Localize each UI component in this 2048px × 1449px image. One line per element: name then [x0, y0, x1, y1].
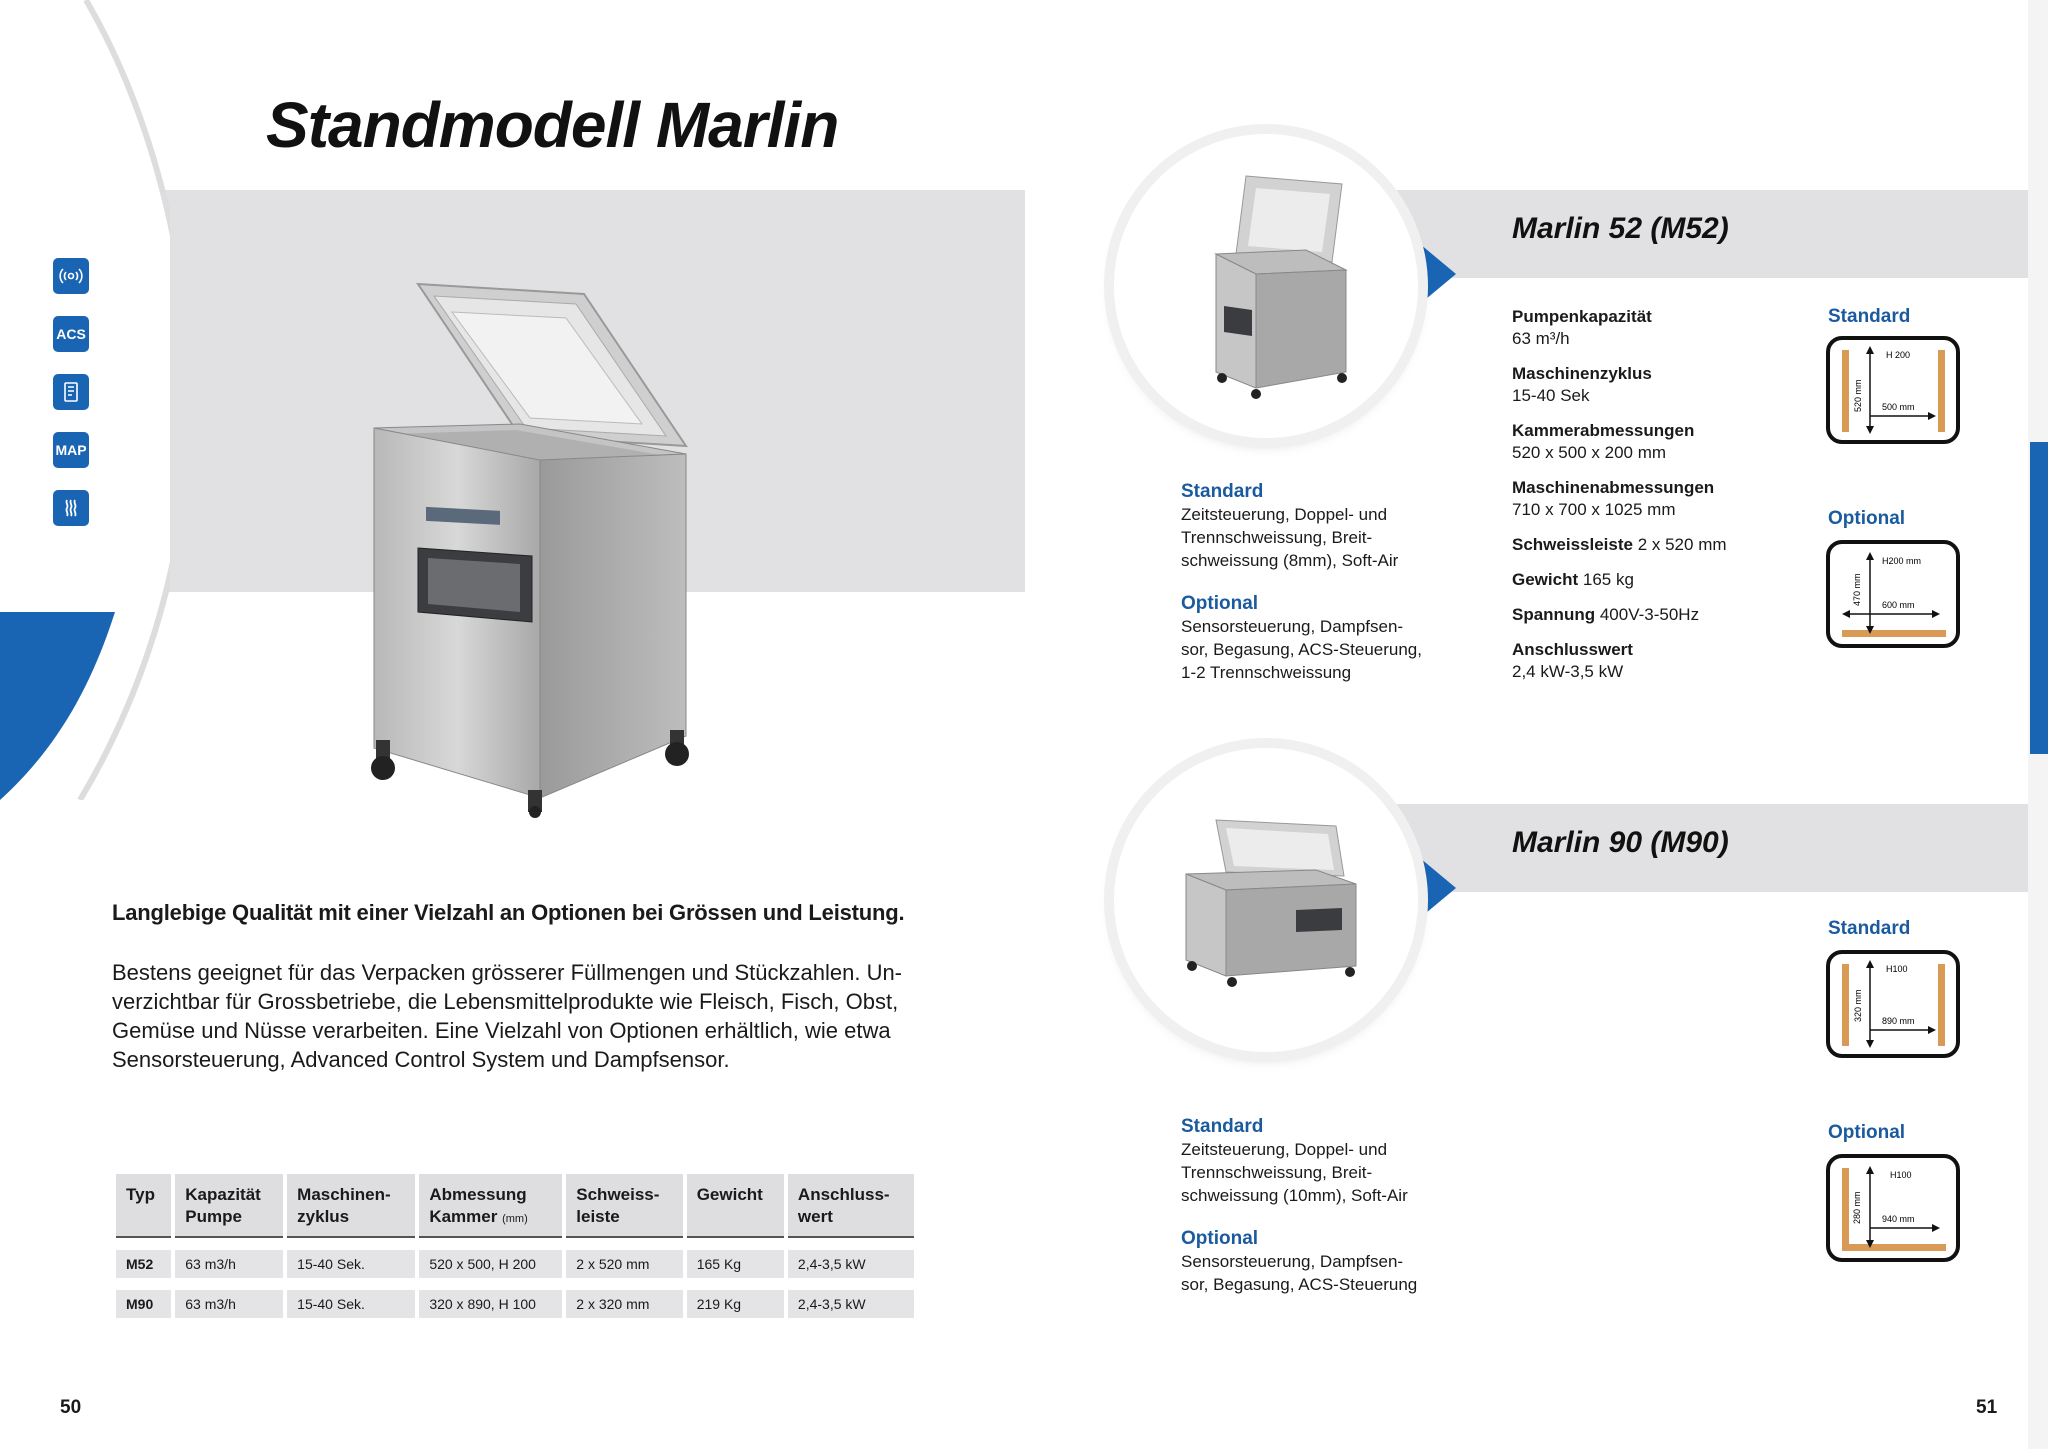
table-cell: 165 Kg — [687, 1250, 784, 1278]
svg-text:H 200: H 200 — [1886, 350, 1911, 360]
table-cell: 2 x 320 mm — [566, 1290, 682, 1318]
model-title-m90: Marlin 90 (M90) — [1512, 826, 1729, 859]
optional-heading: Optional — [1181, 1228, 1259, 1249]
vacuum-machine-image — [370, 278, 700, 818]
svg-text:890 mm: 890 mm — [1882, 1016, 1915, 1026]
table-cell: M52 — [116, 1250, 171, 1278]
m90-optional-diagram-heading: Optional — [1828, 1122, 1906, 1143]
spec-spannung: Spannung 400V-3-50Hz — [1512, 605, 1700, 624]
col-anschlusswert: Anschluss- wert — [788, 1174, 914, 1238]
description-paragraph — [112, 958, 912, 1074]
spec-kammerabmessungen: Kammerabmessungen 520 x 500 x 200 mm — [1512, 421, 1695, 462]
m52-optional-diagram-heading: Optional — [1828, 508, 1906, 529]
table-cell: 2,4-3,5 kW — [788, 1290, 914, 1318]
steam-icon — [53, 490, 89, 526]
m90-standard-diagram-heading: Standard — [1828, 918, 1911, 939]
model-title-m52: Marlin 52 (M52) — [1512, 212, 1729, 245]
arrow-icon — [1420, 244, 1456, 304]
m52-specs — [1512, 306, 1792, 696]
table-cell: 15-40 Sek. — [287, 1250, 415, 1278]
standard-features: Zeitsteuerung, Doppel- und Trennschweissung, Breit- schweissung (10mm), Soft-Air — [1181, 1140, 1408, 1205]
spec-maschinenabmessungen: Maschinenabmessungen 710 x 700 x 1025 mm — [1512, 478, 1715, 519]
svg-text:520 mm: 520 mm — [1853, 379, 1863, 412]
table-cell: 2,4-3,5 kW — [788, 1250, 914, 1278]
arrow-icon — [1420, 858, 1456, 918]
page-number-right: 51 — [1976, 1397, 1998, 1418]
spec-maschinenzyklus: Maschinenzyklus 15-40 Sek — [1512, 364, 1652, 405]
rfid-icon — [53, 258, 89, 294]
optional-features: Sensorsteuerung, Dampfsen- sor, Begasung, ACS-Steuerung — [1181, 1252, 1418, 1294]
m52-optional-chamber-diagram — [1826, 540, 1960, 648]
m90-features — [1181, 1115, 1441, 1316]
page-number-left: 50 — [60, 1397, 82, 1418]
m52-features — [1181, 480, 1441, 704]
spec-pumpenkapazitaet: Pumpenkapazität 63 m³/h — [1512, 307, 1652, 348]
svg-text:940 mm: 940 mm — [1882, 1214, 1915, 1224]
table-cell: M90 — [116, 1290, 171, 1318]
svg-text:H100: H100 — [1890, 1170, 1912, 1180]
svg-text:600 mm: 600 mm — [1882, 600, 1915, 610]
svg-text:320 mm: 320 mm — [1853, 989, 1863, 1022]
description-line: Bestens geeignet für das Verpacken grösserer Füllmengen und Stückzahlen. Un- — [112, 960, 903, 985]
table-cell: 219 Kg — [687, 1290, 784, 1318]
col-kapazitaet: Kapazität Pumpe — [175, 1174, 283, 1238]
col-typ: Typ — [116, 1174, 171, 1238]
map-icon: MAP — [53, 432, 89, 468]
spec-gewicht: Gewicht 165 kg — [1512, 570, 1634, 589]
table-cell: 2 x 520 mm — [566, 1250, 682, 1278]
page-title: Standmodell Marlin — [266, 89, 839, 161]
table-cell: 520 x 500, H 200 — [419, 1250, 562, 1278]
m52-standard-diagram-heading: Standard — [1828, 306, 1911, 327]
table-row — [116, 1290, 914, 1318]
svg-text:280 mm: 280 mm — [1852, 1191, 1862, 1224]
standard-heading: Standard — [1181, 1116, 1264, 1137]
svg-text:H200 mm: H200 mm — [1882, 556, 1922, 566]
table-cell: 15-40 Sek. — [287, 1290, 415, 1318]
standard-features: Zeitsteuerung, Doppel- und Trennschweissung, Breit- schweissung (8mm), Soft-Air — [1181, 505, 1399, 570]
standard-heading: Standard — [1181, 481, 1264, 502]
spec-anschlusswert: Anschlusswert 2,4 kW-3,5 kW — [1512, 640, 1633, 681]
m52-standard-chamber-diagram — [1826, 336, 1960, 444]
acs-icon: ACS — [53, 316, 89, 352]
col-schweissleiste: Schweiss- leiste — [566, 1174, 682, 1238]
table-row — [116, 1250, 914, 1278]
m52-machine-image — [1114, 134, 1418, 438]
manual-icon — [53, 374, 89, 410]
col-zyklus: Maschinen- zyklus — [287, 1174, 415, 1238]
svg-text:470 mm: 470 mm — [1852, 573, 1862, 606]
svg-text:500 mm: 500 mm — [1882, 402, 1915, 412]
col-gewicht: Gewicht — [687, 1174, 784, 1238]
svg-text:H100: H100 — [1886, 964, 1908, 974]
table-cell: 63 m3/h — [175, 1250, 283, 1278]
optional-features: Sensorsteuerung, Dampfsen- sor, Begasung, ACS-Steuerung, 1-2 Trennschweissung — [1181, 617, 1422, 682]
description-line: Gemüse und Nüsse verarbeiten. Eine Vielzahl von Optionen erhältlich, wie etwa — [112, 1018, 891, 1043]
lead-text: Langlebige Qualität mit einer Vielzahl an Optionen bei Grössen und Leistung. — [112, 900, 905, 925]
table-header-row — [116, 1174, 914, 1238]
spec-table — [112, 1174, 918, 1318]
description-line: Sensorsteuerung, Advanced Control System und Dampfsensor. — [112, 1047, 730, 1072]
optional-heading: Optional — [1181, 593, 1259, 614]
table-cell: 63 m3/h — [175, 1290, 283, 1318]
section-marker — [2030, 442, 2048, 754]
m90-machine-image — [1114, 748, 1418, 1052]
spec-schweissleiste: Schweissleiste 2 x 520 mm — [1512, 535, 1727, 554]
col-abmessung: Abmessung Kammer (mm) — [419, 1174, 562, 1238]
m90-standard-chamber-diagram — [1826, 950, 1960, 1058]
description-line: verzichtbar für Grossbetriebe, die Lebensmittelprodukte wie Fleisch, Fisch, Obst, — [112, 989, 899, 1014]
m90-optional-chamber-diagram — [1826, 1154, 1960, 1262]
table-cell: 320 x 890, H 100 — [419, 1290, 562, 1318]
